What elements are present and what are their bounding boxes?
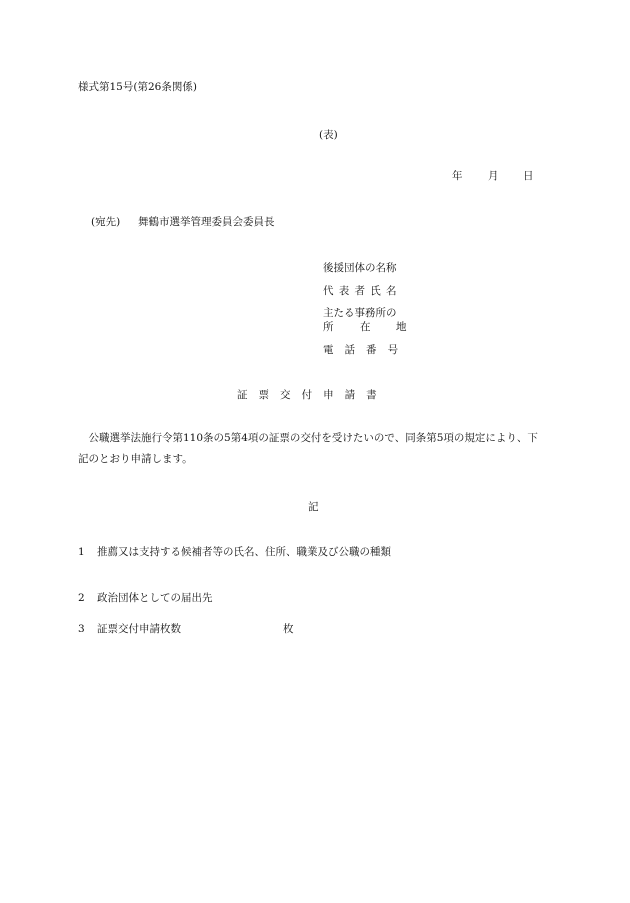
- item-3-text: 証票交付申請枚数: [97, 623, 181, 635]
- side-label: (表): [319, 129, 338, 141]
- item-2-number: 2: [78, 592, 85, 604]
- applicant-office-label-line2c: 地: [396, 321, 407, 333]
- applicant-representative-label: 代表者氏名: [323, 285, 402, 297]
- item-2-text: 政治団体としての届出先: [97, 592, 213, 604]
- ki-heading: 記: [308, 501, 319, 513]
- applicant-office-label-line1: 主たる事務所の: [323, 307, 397, 319]
- date-year: 年: [452, 170, 463, 182]
- item-3-number: 3: [78, 623, 85, 635]
- date-day: 日: [523, 170, 534, 182]
- item-3-unit: 枚: [283, 623, 294, 635]
- addressee-prefix: (宛先): [91, 216, 121, 228]
- body-paragraph: 公職選挙法施行令第110条の5第4項の証票の交付を受けたいので、同条第5項の規定により、下記のとおり申請します。: [78, 432, 538, 465]
- item-1-number: 1: [78, 546, 85, 558]
- addressee-name: 舞鶴市選挙管理委員会委員長: [138, 216, 275, 228]
- applicant-office-label-line2a: 所: [323, 321, 334, 333]
- form-number: 様式第15号(第26条関係): [78, 81, 197, 93]
- form-title: 証票交付申請書: [237, 389, 388, 401]
- applicant-office-label-line2b: 在: [360, 321, 371, 333]
- item-1-text: 推薦又は支持する候補者等の氏名、住所、職業及び公職の種類: [97, 546, 391, 558]
- applicant-phone-label: 電話番号: [323, 344, 410, 356]
- applicant-group-name-label: 後援団体の名称: [323, 262, 397, 274]
- date-month: 月: [488, 170, 499, 182]
